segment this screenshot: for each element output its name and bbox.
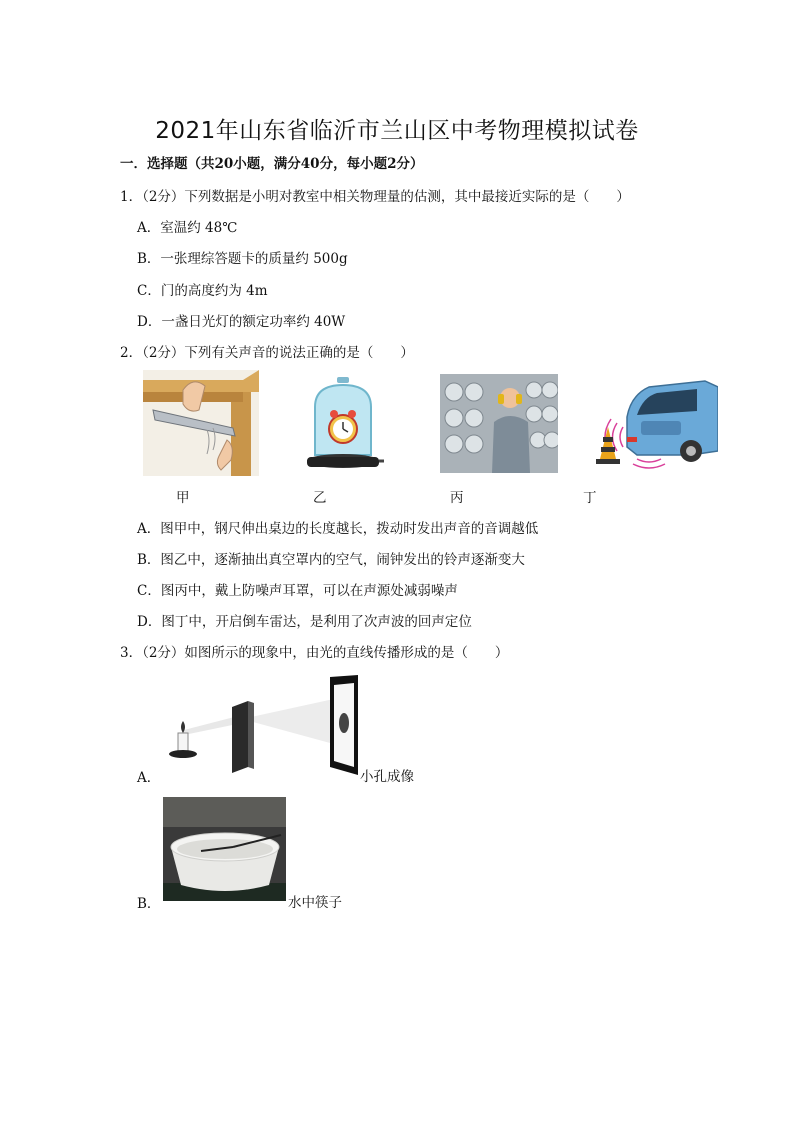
question-1-stem: 1．（2分）下列数据是小明对教室中相关物理量的估测，其中最接近实际的是（ ） xyxy=(120,189,630,205)
figure-worker-earmuffs xyxy=(440,374,558,473)
exam-title: 2021年山东省临沂市兰山区中考物理模拟试卷 xyxy=(155,118,639,144)
figure-car-reverse-radar xyxy=(587,377,718,470)
question-3-option-b[interactable]: B． xyxy=(137,896,161,912)
question-2-stem: 2．（2分）下列有关声音的说法正确的是（ ） xyxy=(120,345,414,361)
figure-pinhole-imaging xyxy=(162,675,360,775)
figure-label-yi: 乙 xyxy=(313,490,327,506)
section-heading: 一．选择题（共20小题，满分40分，每小题2分） xyxy=(120,156,424,172)
question-2-option-b[interactable]: B．图乙中，逐渐抽出真空罩内的空气，闹钟发出的铃声逐渐变大 xyxy=(137,552,525,568)
figure-chopsticks-in-water xyxy=(163,797,286,901)
figure-label-jia: 甲 xyxy=(176,490,190,506)
question-3-option-a[interactable]: A． xyxy=(137,770,161,786)
question-2-option-c[interactable]: C．图丙中，戴上防噪声耳罩，可以在声源处减弱噪声 xyxy=(137,583,458,599)
figure-label-bing: 丙 xyxy=(450,490,464,506)
question-1-option-a[interactable]: A．室温约 48℃ xyxy=(137,220,238,236)
figure-caption-pinhole: 小孔成像 xyxy=(360,769,414,785)
figure-label-ding: 丁 xyxy=(583,490,597,506)
figure-bell-jar-clock xyxy=(303,377,384,475)
question-1-option-b[interactable]: B．一张理综答题卡的质量约 500g xyxy=(137,251,348,267)
question-2-option-a[interactable]: A．图甲中，钢尺伸出桌边的长度越长，拨动时发出声音的音调越低 xyxy=(137,521,539,537)
figure-ruler-on-table xyxy=(143,370,259,476)
question-1-option-c[interactable]: C．门的高度约为 4m xyxy=(137,283,268,299)
figure-caption-chopsticks: 水中筷子 xyxy=(288,895,342,911)
question-2-option-d[interactable]: D．图丁中，开启倒车雷达，是利用了次声波的回声定位 xyxy=(137,614,472,630)
question-3-stem: 3．（2分）如图所示的现象中，由光的直线传播形成的是（ ） xyxy=(120,645,509,661)
question-1-option-d[interactable]: D．一盏日光灯的额定功率约 40W xyxy=(137,314,346,330)
